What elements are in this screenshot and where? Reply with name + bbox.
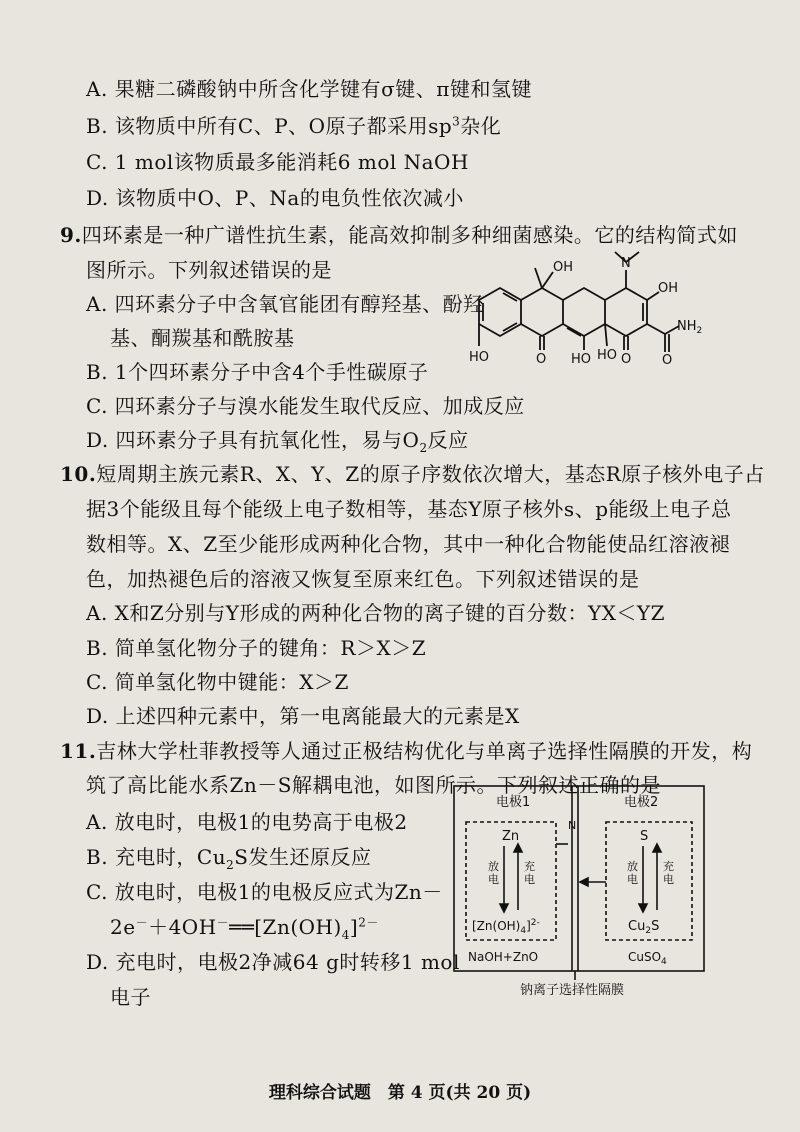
label-cuso: CuSO (628, 950, 662, 964)
q8-option-b-sup: 3 (452, 114, 461, 129)
electrode2-box (606, 822, 692, 940)
ion-flow-head (580, 878, 588, 886)
q9-stem-line2: 图所示。下列叙述错误的是 (86, 258, 332, 282)
label-zincate-main: [Zn(OH) (472, 919, 521, 933)
q10-number: 10. (60, 462, 97, 486)
label-cu2s-s: S (651, 919, 660, 934)
q9-option-d (86, 427, 469, 453)
label-zincate (472, 918, 540, 936)
label-zincate-sub: 4 (520, 926, 527, 936)
label-cuso4-sub: 4 (661, 957, 667, 967)
q9-stem-line1 (60, 222, 738, 248)
q11-option-d-line2: 电子 (110, 985, 151, 1009)
q9-option-c: C. 四环素分子与溴水能发生取代反应、加成反应 (86, 394, 525, 418)
label-electrode2: 电极2 (624, 795, 659, 810)
battery-diagram (448, 782, 718, 997)
label-n: N (621, 256, 631, 271)
q10-stem-line4: 色，加热褪色后的溶液又恢复至原来红色。下列叙述错误的是 (86, 567, 640, 591)
q10-stem-line2: 据3个能级且每个能级上电子数相等，基态Y原子核外s、p能级上电子总 (86, 497, 732, 521)
ring-c-double (567, 328, 581, 336)
label-chongdian-right-text: 充 (663, 860, 674, 873)
label-cu: Cu (628, 919, 646, 934)
label-chongdian-left-text-second-char: 电 (524, 873, 535, 886)
q9-stem-text1: 四环素是一种广谱性抗生素，能高效抑制多种细菌感染。它的结构简式如 (81, 223, 738, 247)
label-chongdian-left-text: 充 (524, 860, 535, 873)
q8-option-b-text: B. 该物质中所有C、P、O原子都采用sp (86, 114, 453, 138)
q9-option-d-text: D. 四环素分子具有抗氧化性，易与O (86, 428, 420, 452)
ring-b (521, 288, 563, 336)
q11-option-b-text: B. 充电时，Cu (86, 845, 227, 869)
label-chongdian-right-text-second-char: 电 (663, 873, 674, 886)
right-arrow-up-head (653, 844, 661, 852)
label-o-2: O (621, 352, 632, 367)
q11-c-sup1: － (135, 915, 149, 930)
label-chongdian-right (663, 859, 674, 886)
left-arrow-up-head (514, 844, 522, 852)
q9-option-d-sub: 2 (419, 441, 428, 455)
right-arrow-down-head (639, 904, 647, 912)
label-na-ion: N (568, 819, 577, 832)
q8-option-b (86, 113, 501, 139)
q11-option-c-line1: C. 放电时，电极1的电极反应式为Zn－ (86, 880, 443, 904)
label-ho-2: HO (571, 352, 592, 367)
q11-c-bracket: ] (349, 915, 359, 939)
q11-c-sub: 4 (341, 928, 350, 942)
label-electrolyte-right (628, 950, 667, 967)
q9-option-b: B. 1个四环素分子中含4个手性碳原子 (86, 360, 429, 384)
label-nh: NH (677, 319, 697, 334)
label-o-3: O (662, 353, 673, 368)
q11-number: 11. (60, 739, 97, 763)
ring-d (605, 288, 647, 336)
q9-option-a-line1: A. 四环素分子中含氧官能团有醇羟基、酚羟 (86, 292, 484, 316)
q11-stem-text1: 吉林大学杜菲教授等人通过正极结构优化与单离子选择性隔膜的开发，构 (96, 739, 753, 763)
q9-number: 9. (60, 223, 82, 247)
q8-option-b-tail: 杂化 (460, 114, 502, 138)
q11-option-d-line1: D. 充电时，电极2净减64 g时转移1 mol (86, 950, 460, 974)
label-zincate-charge: 2- (530, 918, 540, 928)
label-chongdian-left (524, 859, 535, 886)
label-ho-1: HO (469, 350, 490, 365)
q8-option-c: C. 1 mol该物质最多能消耗6 mol NaOH (86, 150, 469, 174)
q11-stem-line1 (60, 738, 752, 764)
q10-stem-text1: 短周期主族元素R、X、Y、Z的原子序数依次增大，基态R原子核外电子占 (96, 462, 765, 486)
tetracycline-structure (455, 250, 705, 385)
label-zn: Zn (502, 829, 520, 844)
label-cu2s (628, 919, 659, 936)
q11-c-2e: 2e (110, 915, 136, 939)
q11-option-b (86, 844, 371, 870)
methyl-bond (535, 268, 542, 288)
q10-stem-line3: 数相等。X、Z至少能形成两种化合物，其中一种化合物能使品红溶液褪 (86, 532, 731, 556)
label-fangdian-right-text: 放 (627, 860, 638, 873)
q10-option-b: B. 简单氢化物分子的键角：R＞X＞Z (86, 636, 427, 660)
q11-c-sup3: 2－ (358, 915, 379, 930)
q9-option-d-tail: 反应 (427, 428, 469, 452)
q10-option-c: C. 简单氢化物中键能：X＞Z (86, 670, 349, 694)
left-arrow-down-head (500, 904, 508, 912)
label-fangdian-left (488, 860, 499, 886)
q11-stem-line2: 筑了高比能水系Zn－S解耦电池，如图所示。下列叙述正确的是 (86, 773, 661, 797)
q11-option-a: A. 放电时，电极1的电势高于电极2 (86, 810, 408, 834)
amide-bond (647, 324, 665, 334)
q9-option-a-line2: 基、酮羰基和酰胺基 (110, 326, 295, 350)
q10-stem-line1 (60, 461, 765, 487)
label-fangdian-left-text: 放 (488, 860, 499, 873)
label-oh-top: OH (553, 260, 574, 275)
label-ho-3: HO (597, 348, 618, 363)
ring-a (479, 288, 521, 336)
q10-option-a: A. X和Z分别与Y形成的两种化合物的离子键的百分数：YX＜YZ (86, 601, 666, 625)
q11-c-4oh: ＋4OH (148, 915, 217, 939)
label-oh-right: OH (658, 281, 679, 296)
label-nh2 (677, 319, 702, 336)
page-footer: 理科综合试题 第 4 页(共 20 页) (268, 1083, 532, 1103)
label-electrode1: 电极1 (496, 795, 531, 810)
label-fangdian-right (627, 860, 638, 886)
q11-option-b-sub: 2 (226, 858, 235, 872)
q11-option-c-line2 (110, 914, 379, 940)
q11-c-zincate: ══[Zn(OH) (229, 915, 342, 939)
label-electrolyte-left: NaOH+ZnO (468, 950, 539, 964)
label-nh2-sub: 2 (696, 326, 703, 336)
label-fangdian-right-text-second-char: 电 (627, 873, 638, 886)
q8-option-d: D. 该物质中O、P、Na的电负性依次减小 (86, 186, 464, 210)
q8-option-a: A. 果糖二磷酸钠中所含化学键有σ键、π键和氢键 (86, 77, 532, 101)
label-s: S (640, 829, 649, 844)
oh-bond-top (542, 272, 553, 288)
q11-option-b-tail: S发生还原反应 (234, 845, 372, 869)
q10-option-d: D. 上述四种元素中，第一电离能最大的元素是X (86, 704, 520, 728)
label-o-1: O (536, 352, 547, 367)
label-fangdian-left-text-second-char: 电 (488, 873, 499, 886)
q11-c-sup2: － (216, 915, 230, 930)
label-membrane-caption: 钠离子选择性隔膜 (520, 983, 625, 997)
label-zincate-bracket: ] (526, 919, 531, 933)
oh-bond-bottom (605, 324, 607, 346)
label-cu2s-sub: 2 (645, 926, 652, 936)
